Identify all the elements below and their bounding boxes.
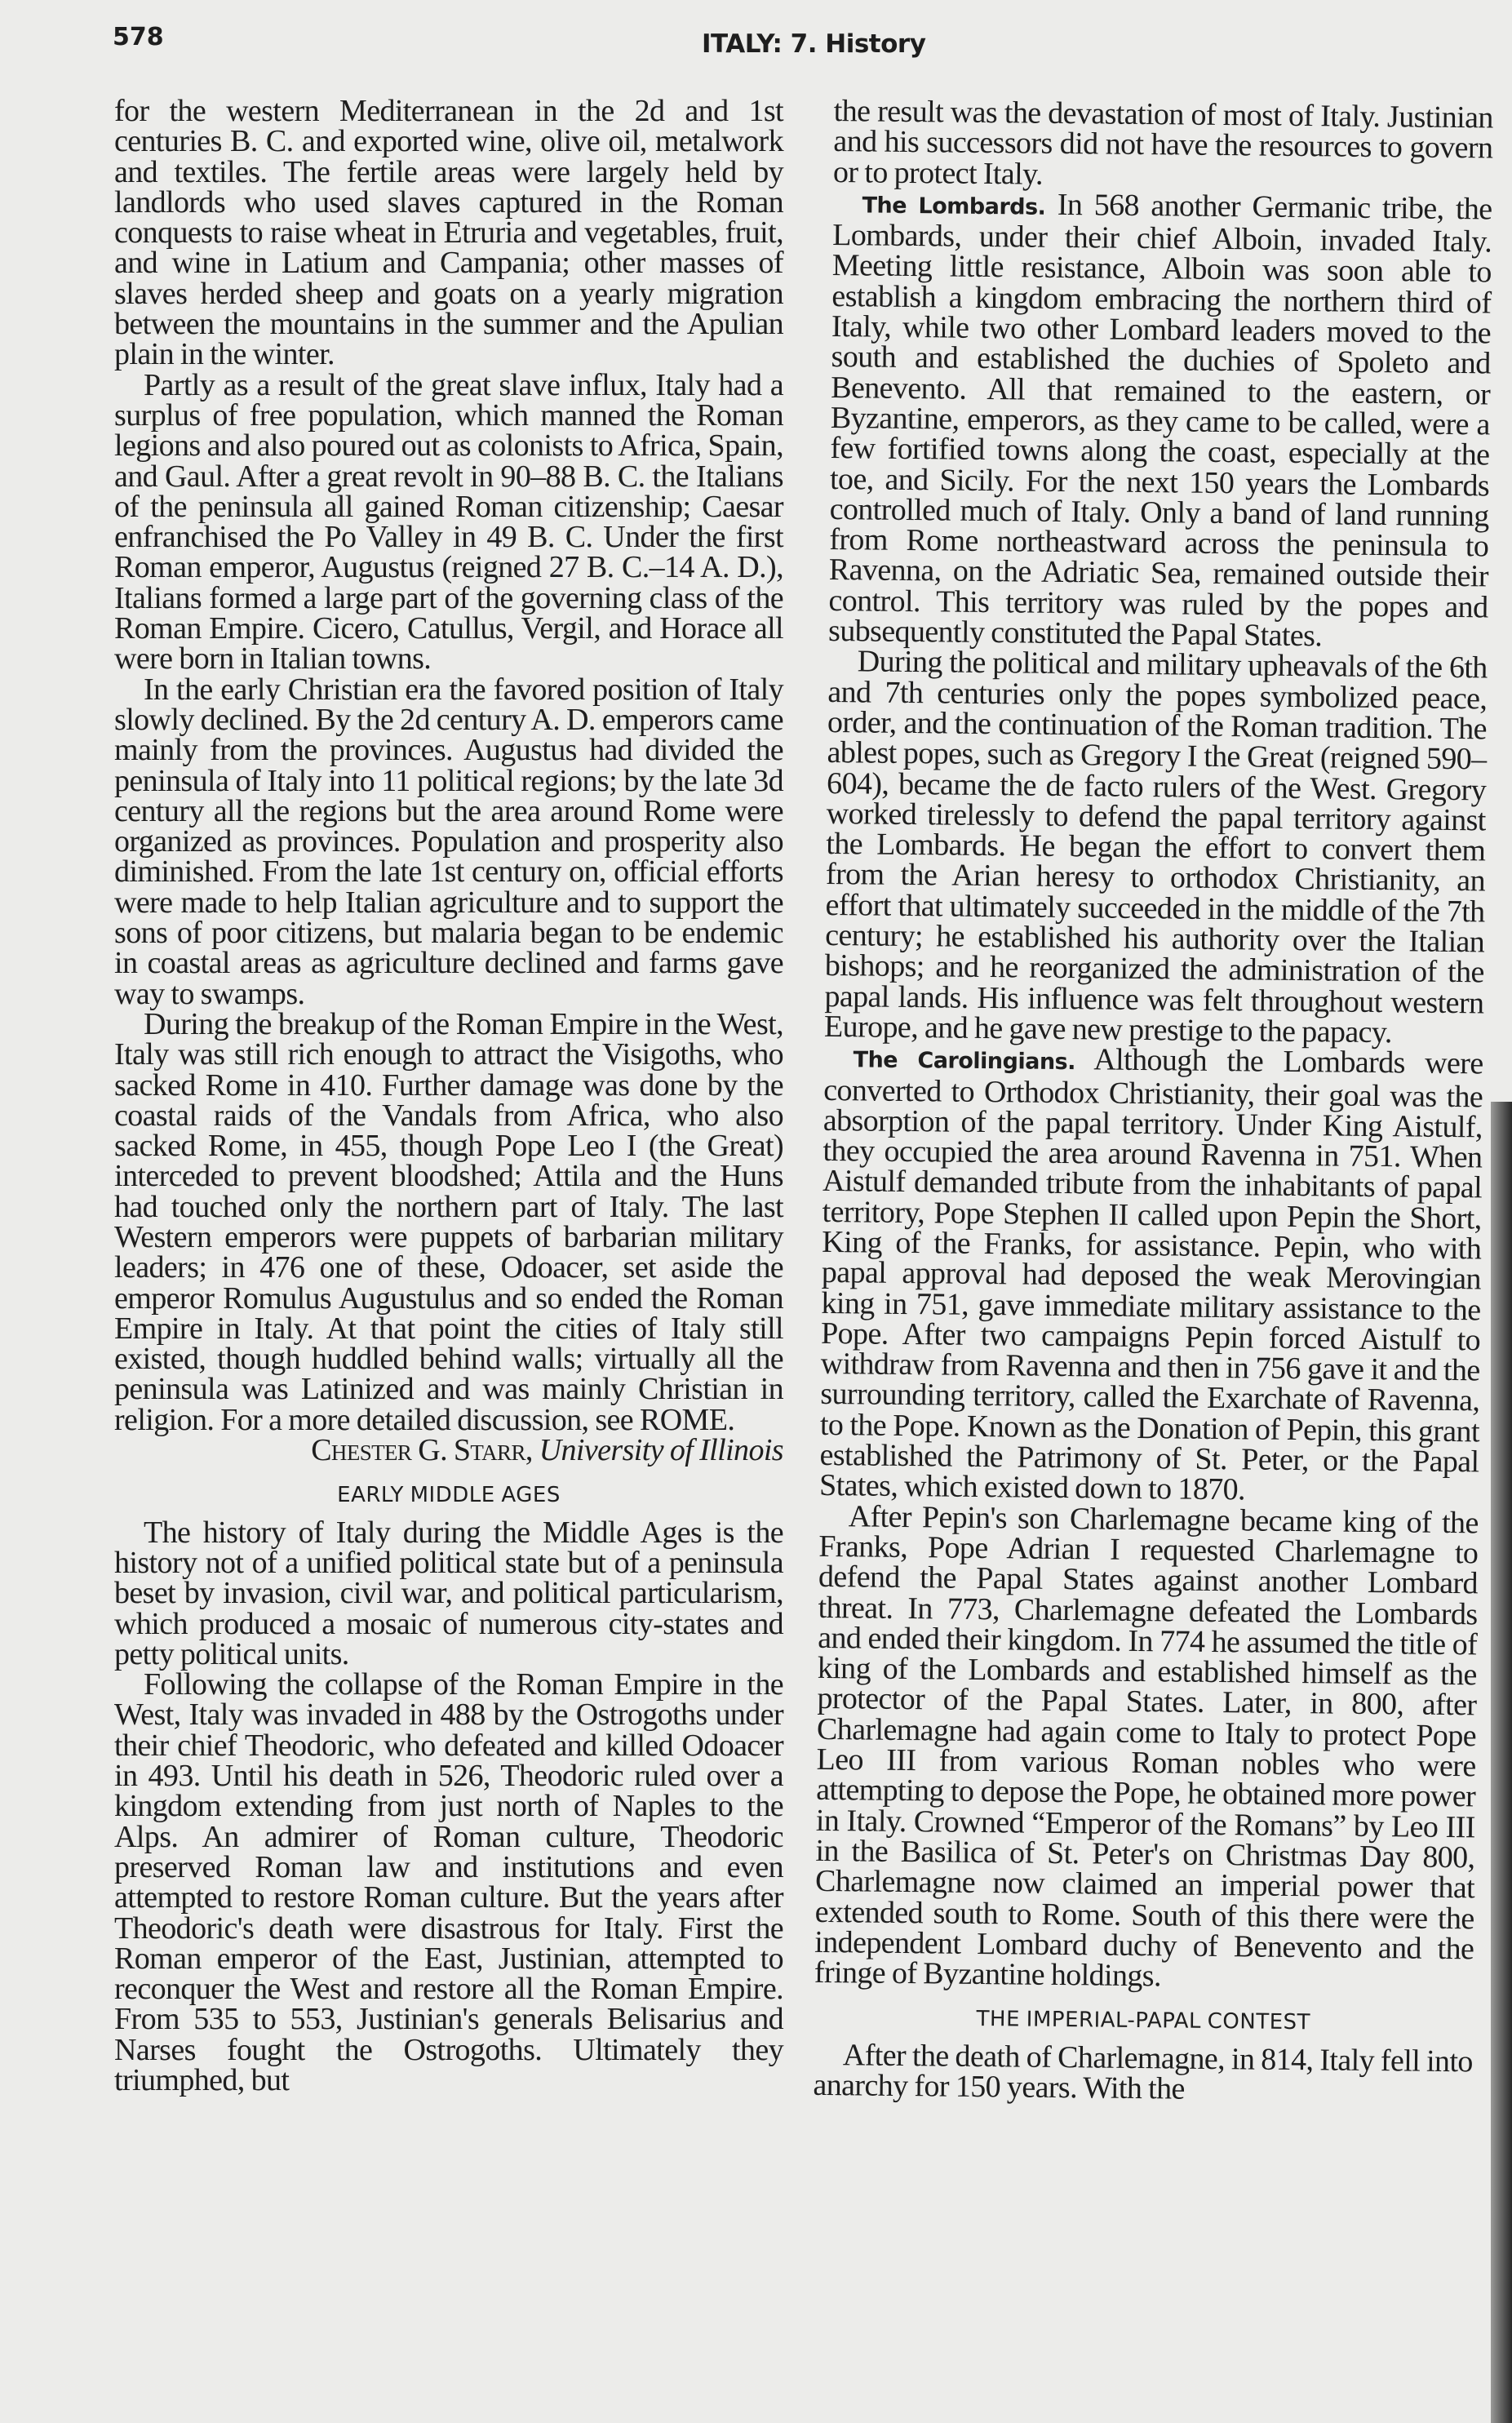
author-name: Chester G. Starr, bbox=[311, 1433, 533, 1468]
author-attribution bbox=[114, 1433, 783, 1468]
paragraph: The history of Italy during the Middle Ages is the history not of a unified political state but of a peninsula beset by invasion, civil war, and political particularism, which produced a mosaic of numerous city-states and petty political units. bbox=[114, 1515, 783, 1671]
paragraph: In the early Christian era the favored position of Italy slowly declined. By the 2d century A. D. emperors came mainly from the provinces. Augustus had divided the peninsula of Italy into 11 political regions; by the late 3d century all the regions but the area around Rome were organized as provinces. Population and prosperity also diminished. From the late 1st century on, official efforts were made to help Italian agriculture and to support the sons of poor citizens, but malaria began to be endemic in coastal areas as agriculture declined and farms gave way to swamps. bbox=[114, 672, 783, 1011]
paragraph-text: In 568 another Germanic tribe, the Lombards, under their chief Alboin, invaded Italy. Meeting little resistance, Alboin was soon able to establish a kingdom embracing the northern third of Italy, while two other Lombard leaders moved to the south and established the duchies of Spoleto and Benevento. All that remained to the eastern, or Byzantine, emperors, as they came to be called, were a few fortified towns along the coast, especially at the toe, and Sicily. For the next 150 years the Lombards controlled much of Italy. Only a band of land running from Rome northeastward across the peninsula to Ravenna, on the Adriatic Sea, remained outside their control. This territory was ruled by the popes and subsequently constituted the Papal States. bbox=[827, 187, 1492, 654]
page-edge-shadow bbox=[1491, 1102, 1512, 2423]
paragraph bbox=[828, 188, 1492, 654]
paragraph: for the western Mediterranean in the 2d and 1st centuries B. C. and exported wine, olive oil, metalwork and textiles. The fertile areas were largely held by landlords who used slaves captured in the Roman conquests to raise wheat in Etruria and vegetables, fruit, and wine in Latium and Campania; other masses of slaves herded sheep and goats on a yearly migration between the mountains in the summer and the Apulian plain in the winter. bbox=[114, 94, 783, 372]
section-heading: EARLY MIDDLE AGES bbox=[337, 1483, 561, 1508]
paragraph: the result was the devastation of most of Italy. Justinian and his successors did not have the resources to govern or to protect Italy. bbox=[832, 94, 1493, 192]
subheading-carolingians: The Carolingians. bbox=[853, 1047, 1076, 1076]
paragraph: During the political and military upheavals of the 6th and 7th centuries only the popes symbolized peace, order, and the continuation of the Roman tradition. The ablest popes, such as Gregory I the Great (reigned 590–604), became the de facto rulers of the West. Gregory worked tirelessly to defend the papal territory against the Lombards. He began the effort to convert them from the Arian heresy to orthodox Christianity, an effort that ultimately succeeded in the middle of the 7th century; he established his authority over the Italian bishops; and he reorganized the administration of the papal lands. His influence was felt throughout western Europe, and he gave new prestige to the papacy. bbox=[823, 644, 1488, 1050]
running-head: ITALY: 7. History bbox=[702, 29, 926, 59]
paragraph: After the death of Charlemagne, in 814, Italy fell into anarchy for 150 years. With the bbox=[813, 2037, 1474, 2106]
paragraph-text: Although the Lombards were converted to Orthodox Christianity, their goal was the absorption of the papal territory. Under King Aistulf, they occupied the area around Ravenna in 751. When Aistulf demanded tribute from the inhabitants of papal territory, Pope Stephen II called upon Pepin the Short, King of the Franks, for assistance. Pepin, who with papal approval had deposed the weak Merovingian king in 751, gave immediate military assistance to the Pope. After two campaigns Pepin forced Aistulf to withdraw from Ravenna and then in 756 gave it and the surrounding territory, called the Exarchate of Ravenna, to the Pope. Known as the Donation of Pepin, this grant established the Patrimony of St. Peter, or the Papal States, which existed down to 1870. bbox=[818, 1042, 1483, 1507]
paragraph: During the breakup of the Roman Empire in the West, Italy was still rich enough to attract the Visigoths, who sacked Rome in 410. Further damage was done by the coastal raids of the Vandals from Africa, who also sacked Rome, in 455, though Pope Leo I (the Great) interceded to prevent bloodshed; Attila and the Huns had touched only the northern part of Italy. The last Western emperors were puppets of barbarian military leaders; in 476 one of these, Odoacer, set aside the emperor Romulus Augustulus and so ended the Roman Empire in Italy. At that point the cities of Italy still existed, though huddled behind walls; virtually all the peninsula was Latinized and was mainly Christian in religion. For a more detailed discussion, see ROME. bbox=[114, 1006, 783, 1437]
section-heading: THE IMPERIAL-PAPAL CONTEST bbox=[976, 2007, 1311, 2035]
page-number: 578 bbox=[113, 23, 164, 51]
subheading-lombards: The Lombards. bbox=[862, 193, 1046, 220]
paragraph: After Pepin's son Charlemagne became king of the Franks, Pope Adrian I requested Charlemagne to defend the Papal States against another Lombard threat. In 773, Charlemagne defeated the Lombards and ended their kingdom. In 774 he assumed the title of king of the Lombards and established himself as the protector of the Papal States. Later, in 800, after Charlemagne had again come to Italy to protect Pope Leo III from various Roman nobles who were attempting to depose the Pope, he obtained more power in Italy. Crowned “Emperor of the Romans” by Leo III in the Basilica of St. Peter's on Christmas Day 800, Charlemagne now claimed an imperial power that extended south to Rome. South of this there were the independent Lombard duchy of Benevento and the fringe of Byzantine holdings. bbox=[814, 1498, 1479, 1994]
paragraph: Partly as a result of the great slave influx, Italy had a surplus of free population, which manned the Roman legions and also poured out as colonists to Africa, Spain, and Gaul. After a great revolt in 90–88 B. C. the Italians of the peninsula all gained Roman citizenship; Caesar enfranchised the Po Valley in 49 B. C. Under the first Roman emperor, Augustus (reigned 27 B. C.–14 A. D.), Italians formed a large part of the governing class of the Roman Empire. Cicero, Catullus, Vergil, and Horace all were born in Italian towns. bbox=[114, 367, 783, 677]
paragraph bbox=[819, 1042, 1483, 1508]
right-column bbox=[813, 96, 1493, 2108]
paragraph: Following the collapse of the Roman Empire in the West, Italy was invaded in 488 by the Ostrogoths under their chief Theodoric, who defeated and killed Odoacer in 493. Until his death in 526, Theodoric ruled over a kingdom extending from just north of Naples to the Alps. An admirer of Roman culture, Theodoric preserved Roman law and institutions and even attempted to restore Roman culture. But the years after Theodoric's death were disastrous for Italy. First the Roman emperor of the East, Justinian, attempted to reconquer the West and restore all the Roman Empire. From 535 to 553, Justinian's generals Belisarius and Narses fought the Ostrogoths. Ultimately they triumphed, but bbox=[114, 1667, 783, 2097]
left-column bbox=[114, 96, 783, 2096]
author-affiliation: University of Illinois bbox=[539, 1433, 783, 1468]
